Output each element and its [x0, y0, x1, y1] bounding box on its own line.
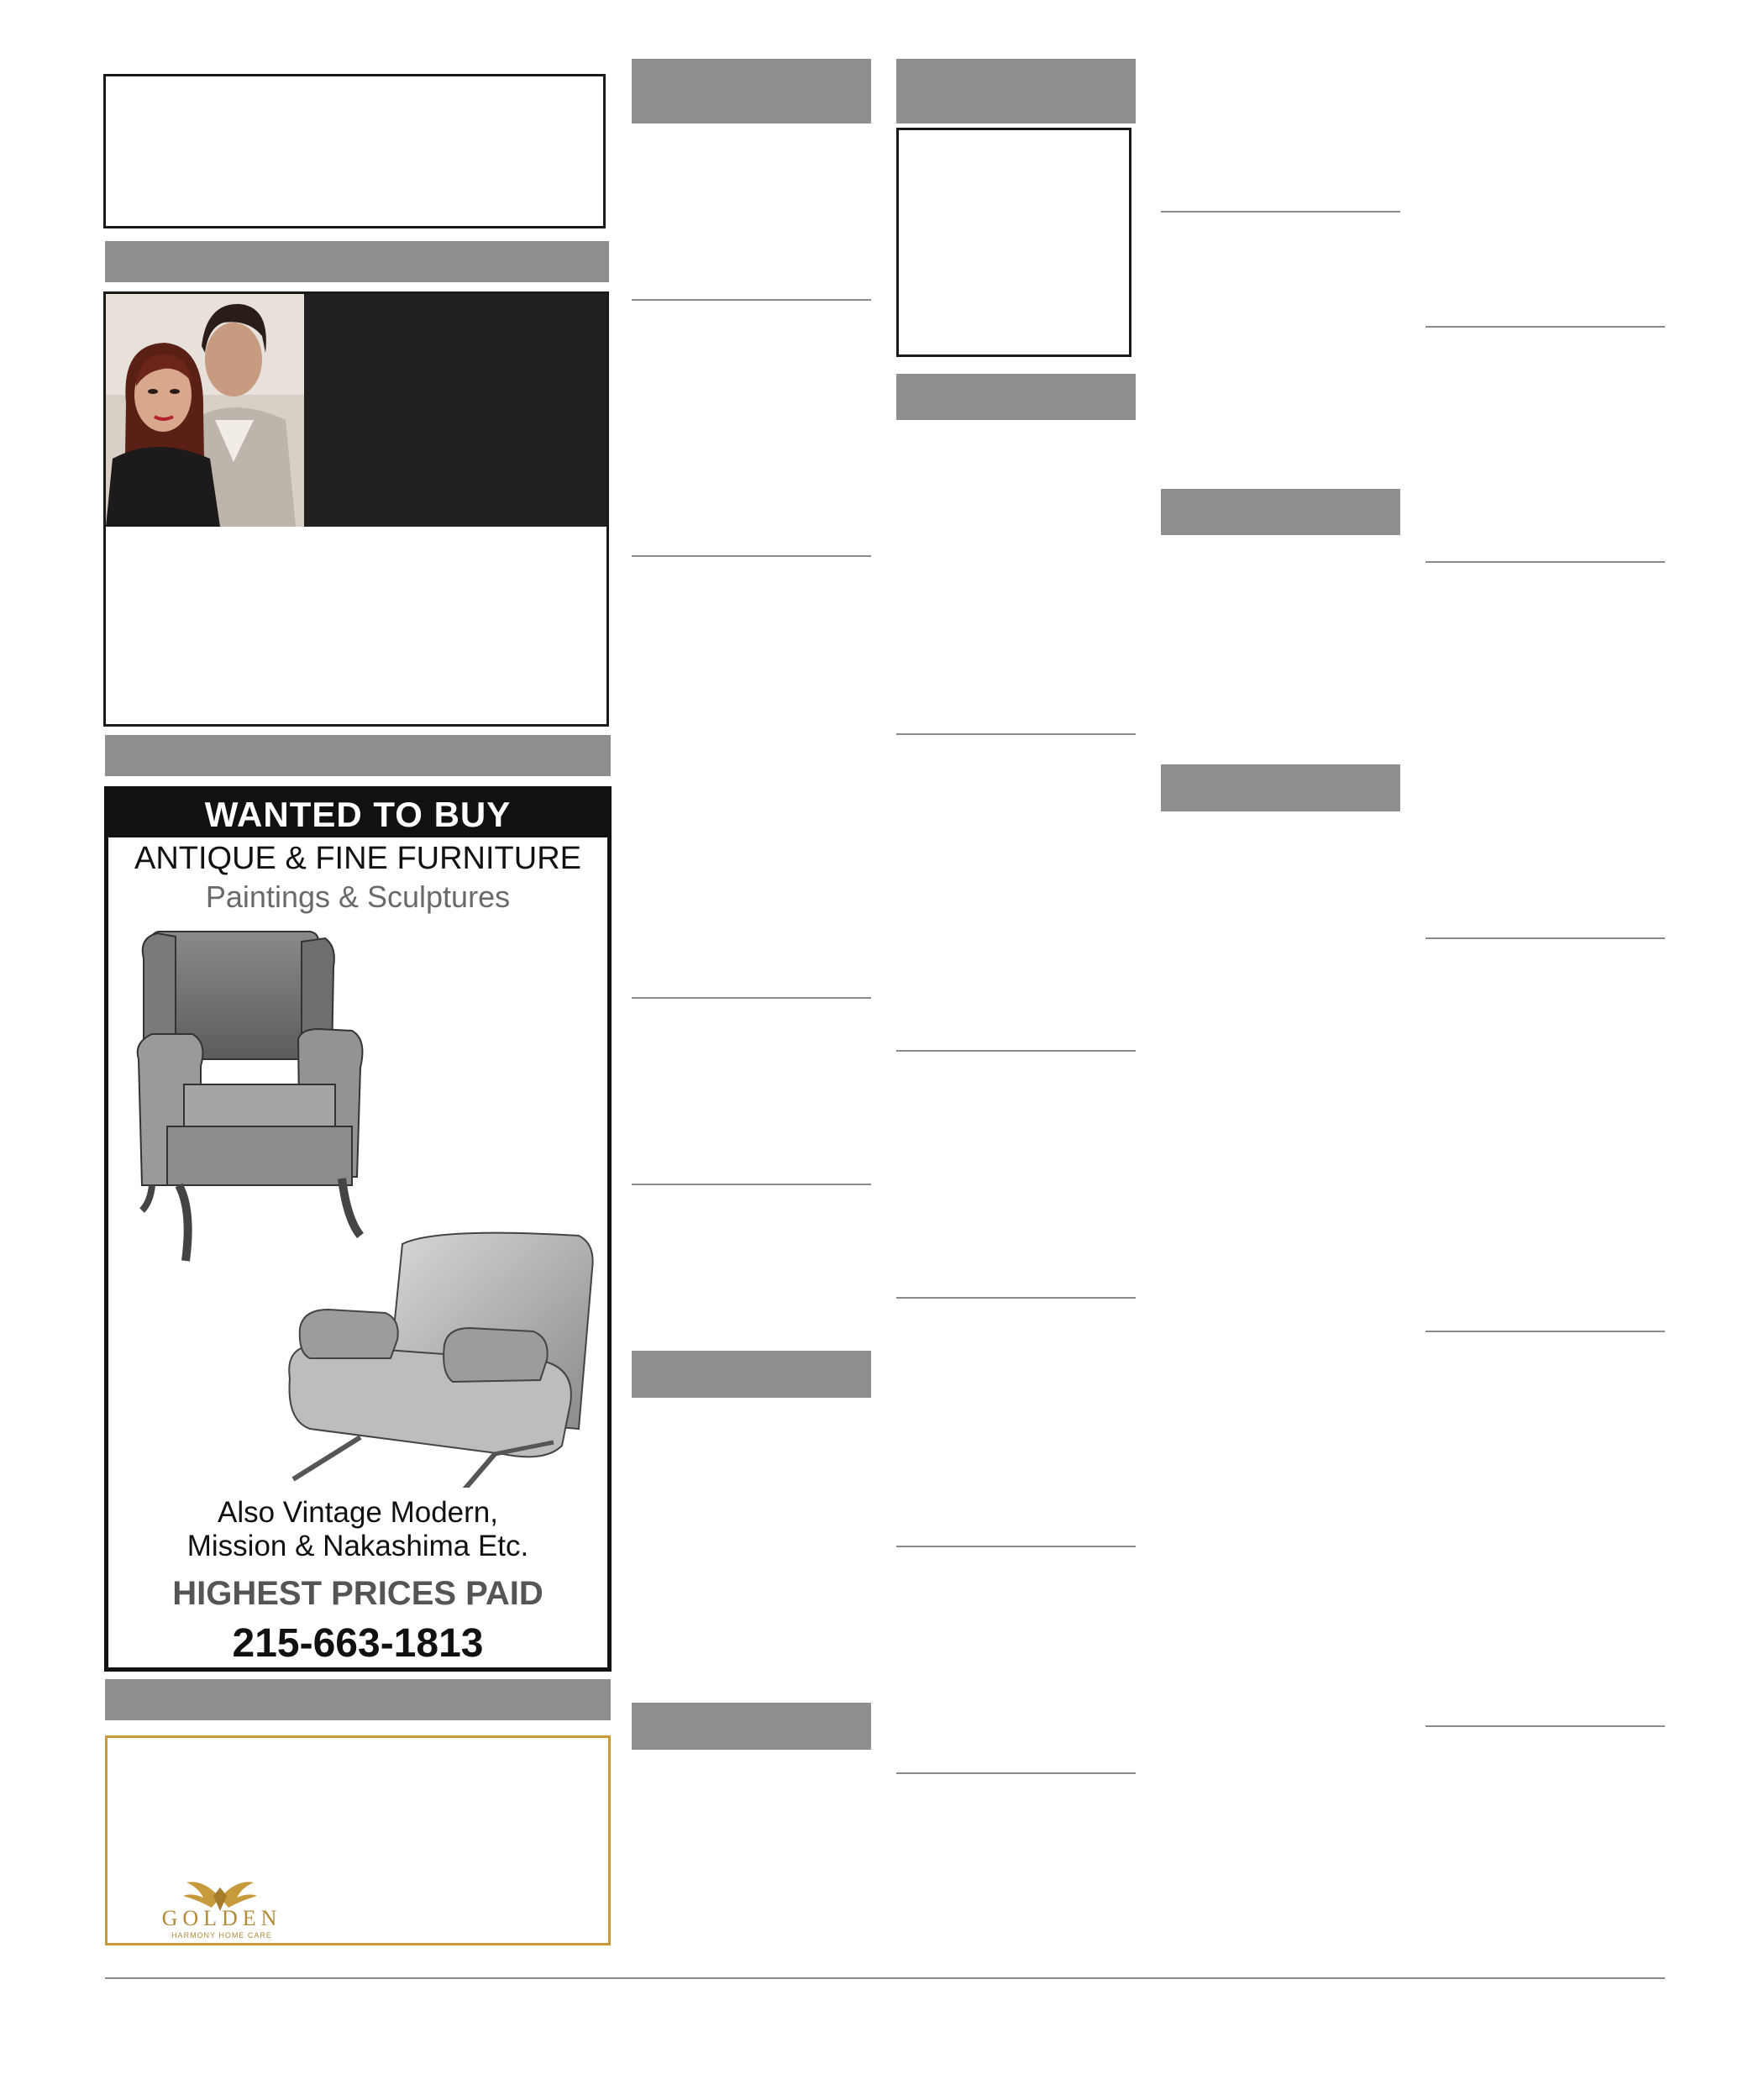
section-header-bar	[632, 1703, 871, 1750]
ad-headline: WANTED TO BUY	[108, 790, 607, 837]
divider-rule	[1425, 326, 1665, 328]
golden-tagline: HARMONY HOME CARE	[171, 1931, 272, 1940]
section-header-bar	[105, 1679, 611, 1720]
wanted-to-buy-ad	[104, 786, 612, 1672]
divider-rule	[632, 555, 871, 557]
top-left-ad-box	[103, 74, 606, 228]
section-header-bar	[632, 1351, 871, 1398]
section-header-bar	[1161, 489, 1400, 535]
highest-prices-text: HIGHEST PRICES PAID	[172, 1575, 543, 1612]
vintage-line-1: Also Vintage Modern,	[217, 1496, 498, 1529]
section-header-bar	[1161, 764, 1400, 811]
divider-rule	[1425, 1331, 1665, 1332]
section-header-bar	[105, 735, 611, 776]
divider-rule	[896, 1772, 1136, 1774]
section-header-bar	[632, 59, 871, 123]
phone-number: 215-663-1813	[232, 1621, 484, 1666]
wing-chair-illustration	[138, 932, 363, 1261]
vintage-line	[108, 1496, 607, 1563]
small-ad-box	[896, 128, 1131, 357]
divider-rule	[632, 1184, 871, 1185]
art-line: Paintings & Sculptures	[205, 879, 511, 914]
couple-photo-ad	[103, 291, 609, 727]
section-header-bar	[105, 241, 609, 282]
divider-rule	[1425, 1725, 1665, 1727]
footer-rule	[105, 1977, 1665, 1979]
armchair-illustrations	[108, 790, 607, 1488]
section-header-bar	[896, 374, 1136, 420]
couple-photo	[106, 294, 304, 527]
section-header-bar	[896, 59, 1136, 123]
divider-rule	[896, 1546, 1136, 1547]
divider-rule	[632, 299, 871, 301]
divider-rule	[1161, 211, 1400, 213]
divider-rule	[1425, 561, 1665, 563]
golden-harmony-ad	[105, 1735, 611, 1945]
divider-rule	[896, 733, 1136, 735]
furniture-line: ANTIQUE & FINE FURNITURE	[134, 841, 582, 876]
divider-rule	[896, 1297, 1136, 1299]
divider-rule	[896, 1050, 1136, 1052]
golden-brand-name: GOLDEN	[161, 1906, 282, 1930]
divider-rule	[1425, 937, 1665, 939]
divider-rule	[632, 997, 871, 999]
modern-chair-illustration	[289, 1233, 592, 1488]
vintage-line-2: Mission & Nakashima Etc.	[186, 1530, 529, 1562]
